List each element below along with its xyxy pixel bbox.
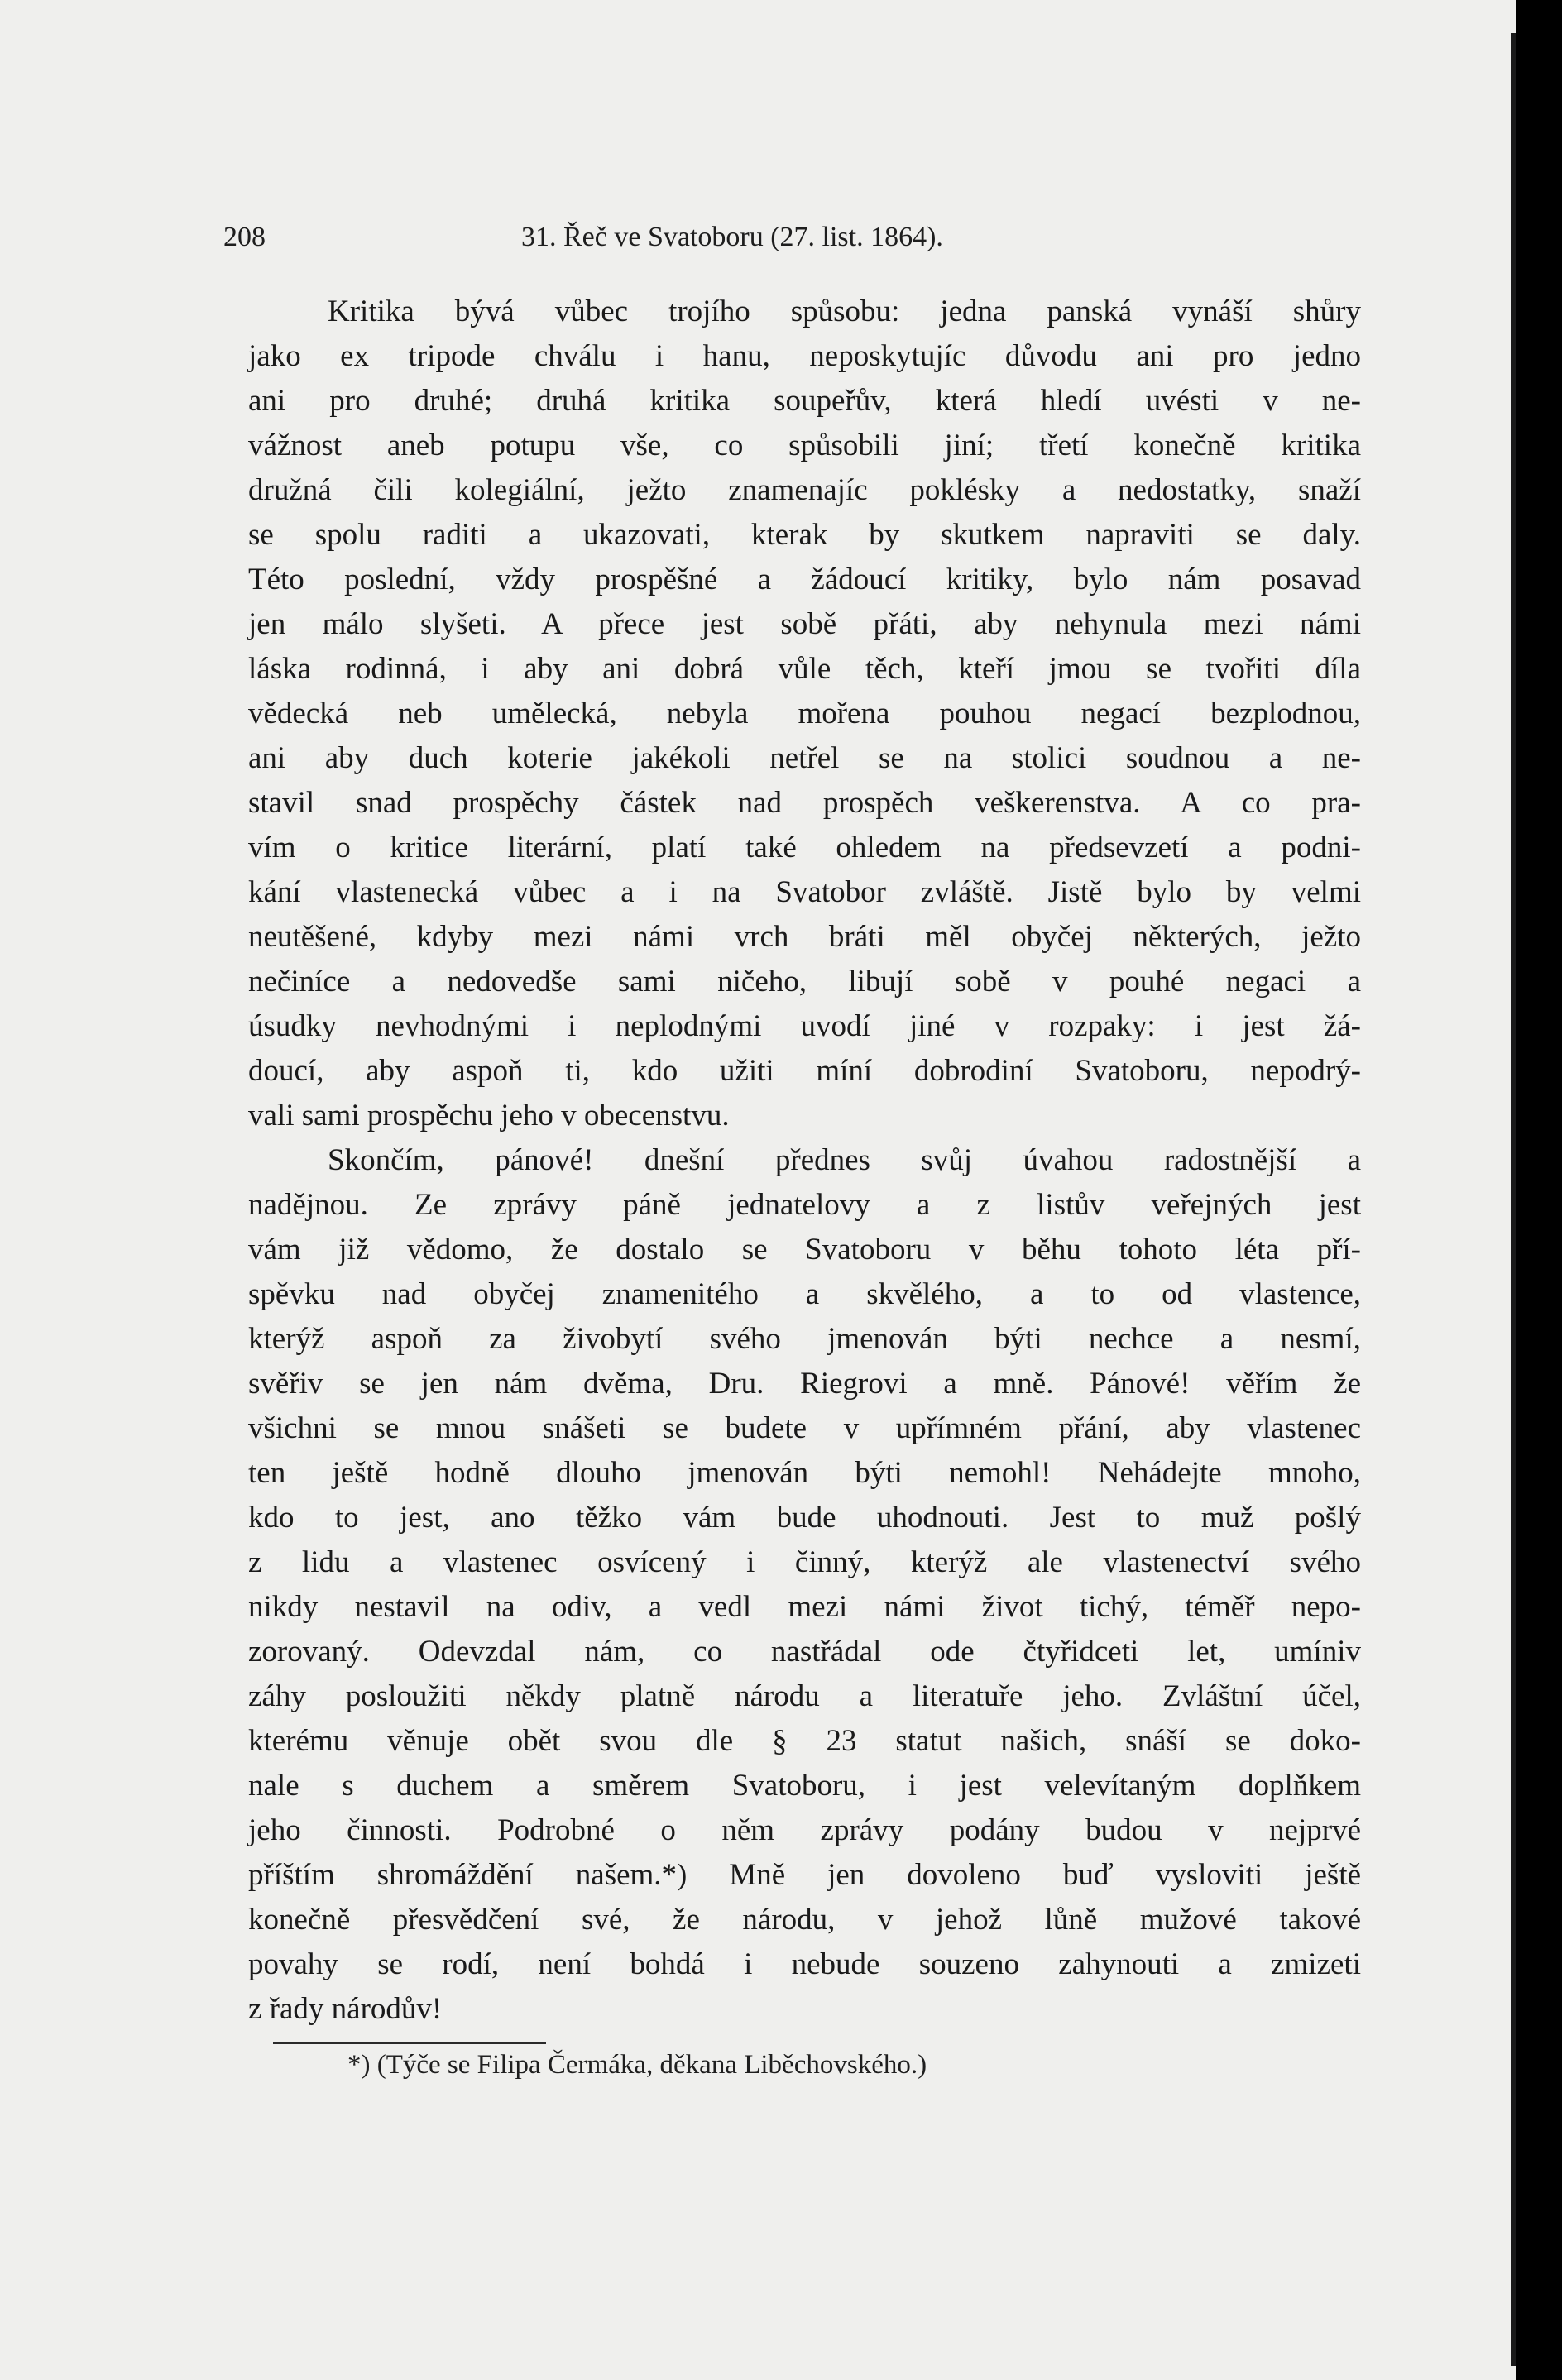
text-line: vědecká neb umělecká, nebyla mořena pouhou negací bezplodnou, [248, 697, 1361, 730]
text-line: vám již vědomo, že dostalo se Svatoboru v běhu tohoto léta pří- [248, 1233, 1361, 1267]
paragraph-criticism [248, 290, 1361, 1138]
text-line: stavil snad prospěchy částek nad prospěch veškerenstva. A co pra- [248, 786, 1361, 820]
footnote: *) (Týče se Filipa Čermáka, děkana Liběchovského.) [347, 2050, 927, 2080]
text-line: vali sami prospěchu jeho v obecenstvu. [248, 1099, 730, 1133]
text-line: Skončím, pánové! dnešní přednes svůj úvahou radostnější a [328, 1143, 1361, 1177]
text-line: neutěšené, kdyby mezi námi vrch bráti měl obyčej některých, ježto [248, 920, 1361, 954]
text-line: ten ještě hodně dlouho jmenován býti nemohl! Nehádejte mnoho, [248, 1456, 1361, 1490]
text-line: kterému věnuje obět svou dle § 23 statut našich, snáší se doko- [248, 1724, 1361, 1758]
text-line: Této poslední, vždy prospěšné a žádoucí kritiky, bylo nám posavad [248, 563, 1361, 596]
footnote-rule [273, 2042, 546, 2044]
text-line: všichni se mnou snášeti se budete v upřímném přání, aby vlastenec [248, 1411, 1361, 1445]
text-line: kdo to jest, ano těžko vám bude uhodnouti. Jest to muž pošlý [248, 1501, 1361, 1535]
text-line: záhy posloužiti někdy platně národu a literatuře jeho. Zvláštní účel, [248, 1679, 1361, 1713]
text-line: kání vlastenecká vůbec a i na Svatobor zvláště. Jistě bylo by velmi [248, 875, 1361, 909]
text-line: nadějnou. Ze zprávy páně jednatelovy a z listův veřejných jest [248, 1188, 1361, 1222]
text-line: nečiníce a nedovedše sami ničeho, libují sobě v pouhé negaci a [248, 965, 1361, 998]
text-line: Kritika bývá vůbec trojího spůsobu: jedna panská vynáší shůry [328, 295, 1361, 328]
text-line: vážnost aneb potupu vše, co spůsobili jiní; třetí konečně kritika [248, 429, 1361, 462]
text-line: úsudky nevhodnými i neplodnými uvodí jiné v rozpaky: i jest žá- [248, 1009, 1361, 1043]
text-line: kterýž aspoň za živobytí svého jmenován býti nechce a nesmí, [248, 1322, 1361, 1356]
page-number: 208 [223, 222, 266, 252]
text-line: jeho činnosti. Podrobné o něm zprávy podány budou v nejprvé [248, 1813, 1361, 1847]
text-line: spěvku nad obyčej znamenitého a skvělého, a to od vlastence, [248, 1277, 1361, 1311]
text-line: nale s duchem a směrem Svatoboru, i jest velevítaným doplňkem [248, 1769, 1361, 1803]
text-line: ani aby duch koterie jakékoli netřel se na stolici soudnou a ne- [248, 741, 1361, 775]
text-line: příštím shromáždění našem.*) Mně jen dovoleno buď vysloviti ještě [248, 1858, 1361, 1892]
body-text [248, 290, 1361, 2032]
text-line: zorovaný. Odevzdal nám, co nastřádal ode čtyřidceti let, umíniv [248, 1635, 1361, 1669]
text-line: jen málo slyšeti. A přece jest sobě přáti, aby nehynula mezi námi [248, 607, 1361, 641]
text-line: z řady národův! [248, 1992, 443, 2026]
text-line: nikdy nestavil na odiv, a vedl mezi námi život tichý, téměř nepo- [248, 1590, 1361, 1624]
text-line: z lidu a vlastenec osvícený i činný, kterýž ale vlastenectví svého [248, 1545, 1361, 1579]
text-line: družná čili kolegiální, ježto znamenajíc poklésky a nedostatky, snaží [248, 473, 1361, 507]
running-head-title: 31. Řeč ve Svatoboru (27. list. 1864). [521, 222, 943, 252]
text-line: konečně přesvědčení své, že národu, v jehož lůně mužové takové [248, 1903, 1361, 1937]
text-line: láska rodinná, i aby ani dobrá vůle těch, kteří jmou se tvořiti díla [248, 652, 1361, 686]
page-edge [1511, 33, 1516, 2366]
text-line: jako ex tripode chválu i hanu, neposkytujíc důvodu ani pro jedno [248, 339, 1361, 373]
text-line: ani pro druhé; druhá kritika soupeřův, která hledí uvésti v ne- [248, 384, 1361, 418]
text-line: svěřiv se jen nám dvěma, Dru. Riegrovi a mně. Pánové! věřím že [248, 1367, 1361, 1401]
text-line: se spolu raditi a ukazovati, kterak by skutkem napraviti se daly. [248, 518, 1361, 552]
paragraph-donation [248, 1138, 1361, 2032]
running-head [223, 222, 1382, 260]
text-line: doucí, aby aspoň ti, kdo užiti míní dobrodiní Svatoboru, nepodrý- [248, 1054, 1361, 1088]
text-line: vím o kritice literární, platí také ohledem na předsevzetí a podni- [248, 831, 1361, 864]
text-line: povahy se rodí, není bohdá i nebude souzeno zahynouti a zmizeti [248, 1947, 1361, 1981]
